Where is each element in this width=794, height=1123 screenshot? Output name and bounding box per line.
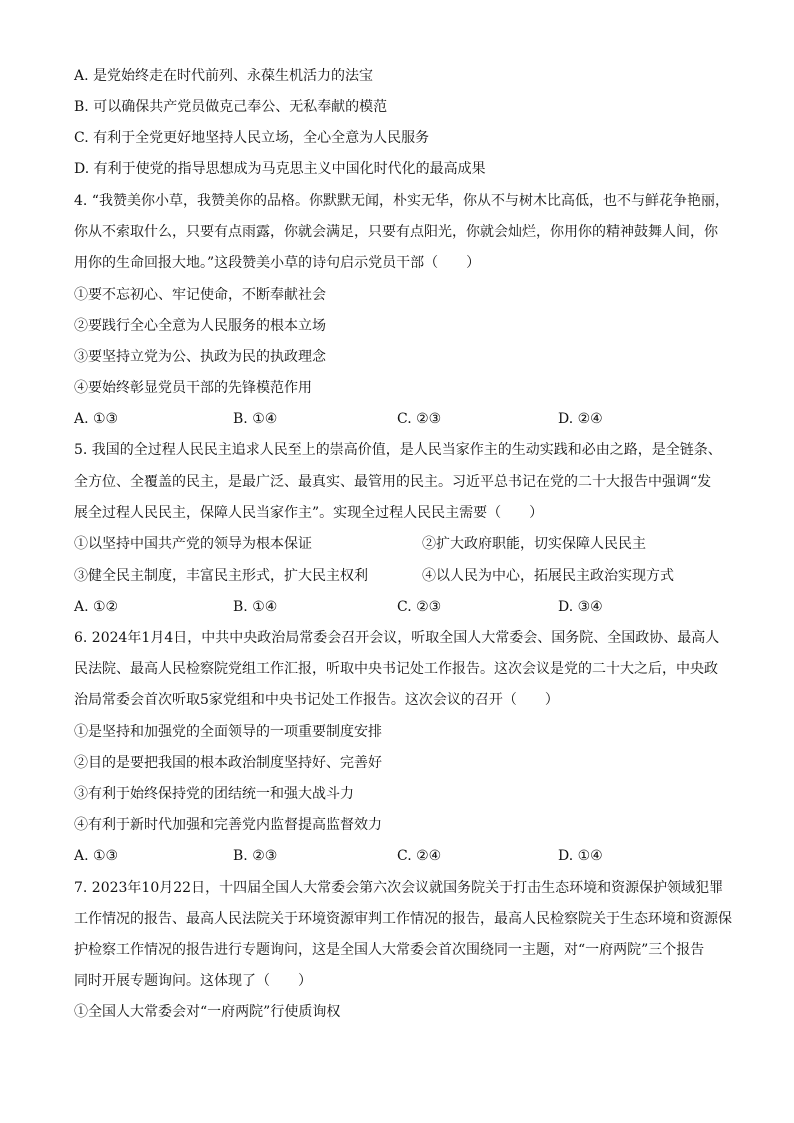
q6-choice-a: A. ①③ xyxy=(74,848,119,864)
q5-stem-line: 展全过程人民民主，保障人民当家作主”。实现全过程人民民主需要（ ） xyxy=(74,505,544,521)
q6-item-1: ①是坚持和加强党的全面领导的一项重要制度安排 xyxy=(74,724,382,740)
q7-stem-line: 同时开展专题询问。这体现了（ ） xyxy=(74,973,312,989)
q6-item-3: ③有利于始终保持党的团结统一和强大战斗力 xyxy=(74,786,354,802)
q6-choice-d: D. ①④ xyxy=(558,848,603,864)
q5-item-1: ①以坚持中国共产党的领导为根本保证 xyxy=(74,536,312,552)
q4-stem-line: 4. “我赞美你小草，我赞美你的品格。你默默无闻，朴实无华，你从不与树木比高低，也不与鲜花争艳丽， xyxy=(74,193,729,209)
q3-option-b: B. 可以确保共产党员做克己奉公、无私奉献的模范 xyxy=(74,99,388,115)
q4-item-1: ①要不忘初心、牢记使命，不断奉献社会 xyxy=(74,287,326,303)
q5-choice-d: D. ③④ xyxy=(558,599,603,615)
q7-stem-line: 7. 2023年10月22日，十四届全国人大常委会第六次会议就国务院关于打击生态环境和资源保护领域犯罪 xyxy=(74,880,724,896)
q7-stem-line: 护检察工作情况的报告进行专题询问，这是全国人大常委会首次围绕同一主题，对“一府两院”三个报告 xyxy=(74,942,705,958)
q3-option-d: D. 有利于使党的指导思想成为马克思主义中国化时代化的最高成果 xyxy=(74,161,486,177)
q6-item-4: ④有利于新时代加强和完善党内监督提高监督效力 xyxy=(74,817,382,833)
q5-item-2: ②扩大政府职能，切实保障人民民主 xyxy=(422,536,646,552)
q7-stem-line: 工作情况的报告、最高人民法院关于环境资源审判工作情况的报告，最高人民检察院关于生态环境和资源保 xyxy=(74,911,732,927)
q6-choice-b: B. ②③ xyxy=(233,848,278,864)
q5-stem-line: 5. 我国的全过程人民民主追求人民至上的崇高价值，是人民当家作主的生动实践和必由之路，是全链条、 xyxy=(74,442,722,458)
q6-choice-c: C. ②④ xyxy=(397,848,442,864)
q6-stem-line: 治局常委会首次听取5家党组和中央书记处工作报告。这次会议的召开（ ） xyxy=(74,692,559,708)
q7-item-1: ①全国人大常委会对“一府两院”行使质询权 xyxy=(74,1004,341,1020)
q6-item-2: ②目的是要把我国的根本政治制度坚持好、完善好 xyxy=(74,755,382,771)
q6-stem-line: 6. 2024年1月4日，中共中央政治局常委会召开会议，听取全国人大常委会、国务院、全国政协、最高人 xyxy=(74,630,720,646)
q4-item-4: ④要始终彰显党员干部的先锋模范作用 xyxy=(74,380,312,396)
q4-choice-d: D. ②④ xyxy=(558,411,603,427)
q6-stem-line: 民法院、最高人民检察院党组工作汇报，听取中央书记处工作报告。这次会议是党的二十大之后，中央政 xyxy=(74,661,718,677)
q5-item-3: ③健全民主制度，丰富民主形式，扩大民主权利 xyxy=(74,568,368,584)
q5-item-4: ④以人民为中心，拓展民主政治实现方式 xyxy=(422,568,674,584)
q4-choice-c: C. ②③ xyxy=(397,411,442,427)
q4-choice-a: A. ①③ xyxy=(74,411,119,427)
q4-item-3: ③要坚持立党为公、执政为民的执政理念 xyxy=(74,349,326,365)
q5-choice-a: A. ①② xyxy=(74,599,119,615)
q5-choice-c: C. ②③ xyxy=(397,599,442,615)
q3-option-c: C. 有利于全党更好地坚持人民立场，全心全意为人民服务 xyxy=(74,130,430,146)
q4-choice-b: B. ①④ xyxy=(233,411,278,427)
q3-option-a: A. 是党始终走在时代前列、永葆生机活力的法宝 xyxy=(74,68,374,84)
q4-item-2: ②要践行全心全意为人民服务的根本立场 xyxy=(74,318,326,334)
q5-stem-line: 全方位、全覆盖的民主，是最广泛、最真实、最管用的民主。习近平总书记在党的二十大报告中强调“发 xyxy=(74,474,712,490)
q4-stem-line: 你从不索取什么，只要有点雨露，你就会满足，只要有点阳光，你就会灿烂，你用你的精神鼓舞人间，你 xyxy=(74,224,718,240)
q4-stem-line: 用你的生命回报大地。”这段赞美小草的诗句启示党员干部（ ） xyxy=(74,255,481,271)
q5-choice-b: B. ①④ xyxy=(233,599,278,615)
